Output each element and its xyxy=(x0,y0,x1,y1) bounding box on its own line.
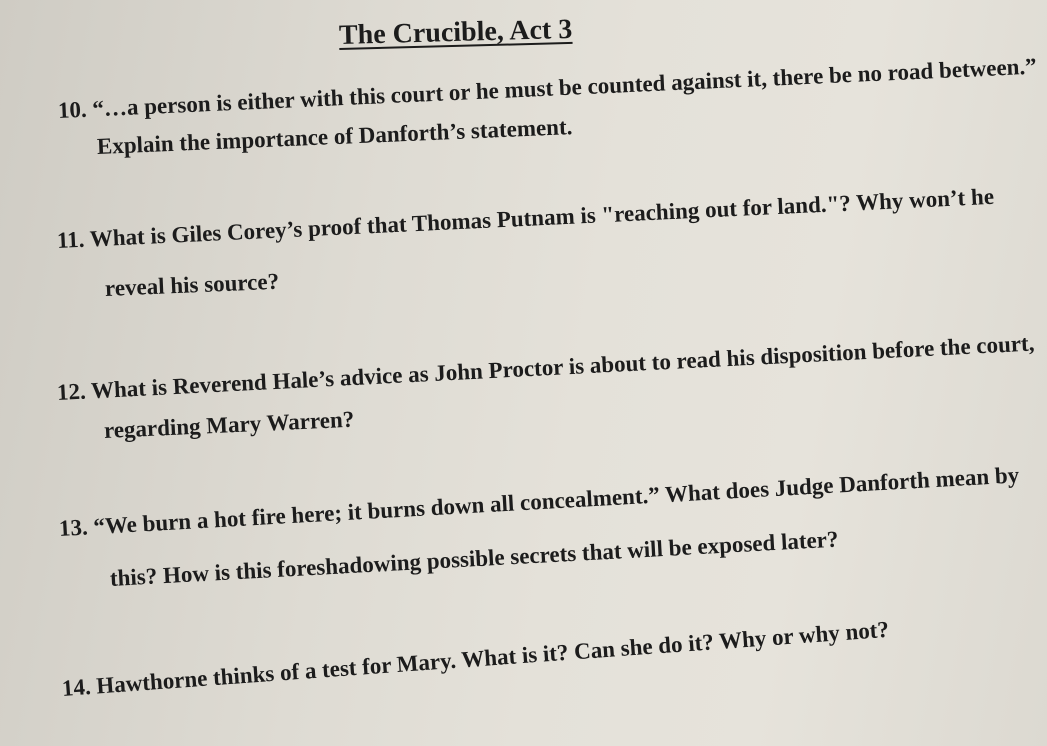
question-13-line-1 xyxy=(58,462,1020,542)
question-11-text: What is Giles Corey’s proof that Thomas Putnam is "reaching out for land."? Why won’t he xyxy=(89,183,995,252)
question-11-number: 11. xyxy=(56,226,86,253)
question-10-text: “…a person is either with this court or he must be counted against it, there be no road between.” xyxy=(91,53,1038,122)
question-10-line-1 xyxy=(57,54,1037,124)
question-14-line-1 xyxy=(61,617,890,702)
question-14-number: 14. xyxy=(61,673,92,701)
question-13-number: 13. xyxy=(58,514,89,541)
question-12-number: 12. xyxy=(56,378,87,405)
question-14-text: Hawthorne thinks of a test for Mary. What is it? Can she do it? Why or why not? xyxy=(95,616,890,699)
question-10-line-2: Explain the importance of Danforth’s statement. xyxy=(96,114,573,159)
question-12-text: What is Reverend Hale’s advice as John Proctor is about to read his disposition before the court, xyxy=(90,330,1035,404)
question-10-number: 10. xyxy=(57,96,88,123)
question-11-line-2: reveal his source? xyxy=(104,268,280,301)
question-11-line-1 xyxy=(56,184,994,254)
question-12-line-1 xyxy=(56,331,1035,406)
question-12-line-2: regarding Mary Warren? xyxy=(103,406,355,443)
question-13-line-2: this? How is this foreshadowing possible secrets that will be exposed later? xyxy=(109,526,840,591)
question-13-text: “We burn a hot fire here; it burns down all concealment.” What does Judge Danforth mean by xyxy=(92,462,1020,540)
page-title: The Crucible, Act 3 xyxy=(338,13,573,51)
